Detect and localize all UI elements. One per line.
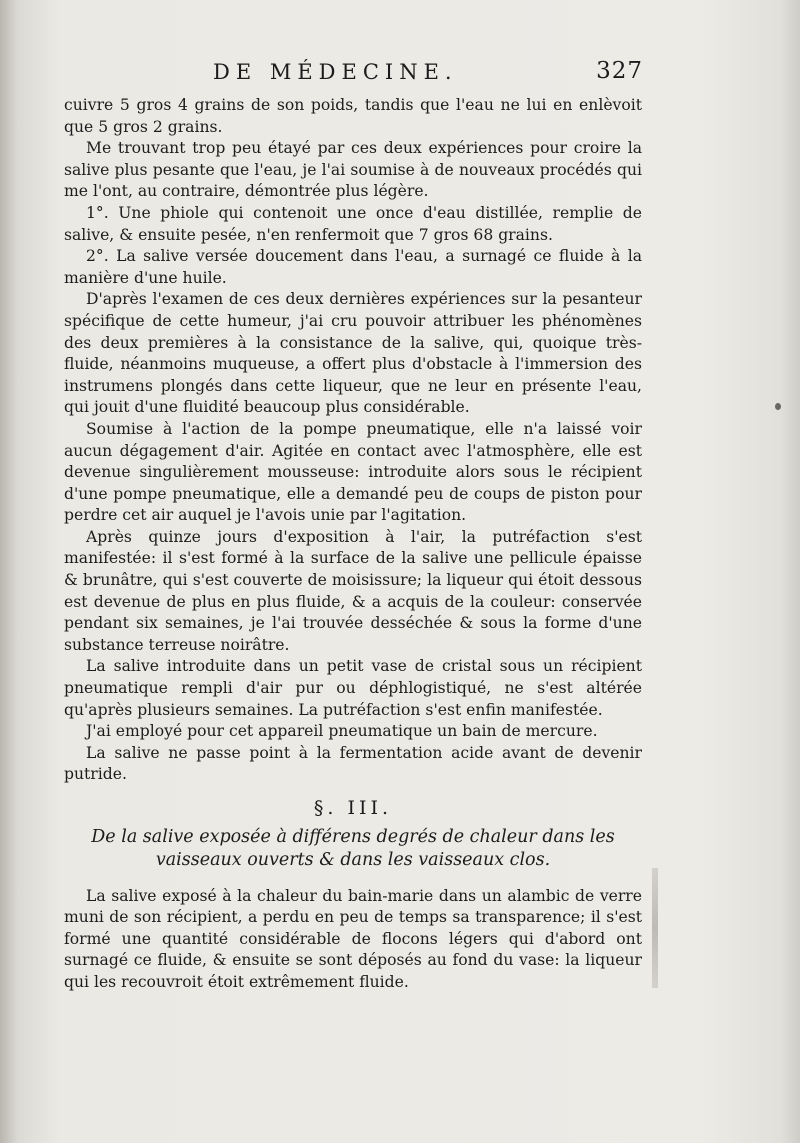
paragraph: La salive introduite dans un petit vase de cristal sous un récipient pneumatique rempli d'air pur ou déphlogistiqué, ne s'est altérée qu'après plusieurs semaines. La putréfaction s'est enfin manifestée. bbox=[64, 657, 642, 719]
section-title: De la salive exposée à différens degrés de chaleur dans les vaisseaux ouverts & dans les vaisseaux clos. bbox=[91, 826, 615, 870]
body-text bbox=[64, 95, 642, 994]
paragraph: cuivre 5 gros 4 grains de son poids, tandis que l'eau ne lui en enlèvoit que 5 gros 2 grains. bbox=[64, 96, 642, 136]
paragraph: Après quinze jours d'exposition à l'air, la putréfaction s'est manifestée: il s'est formé à la surface de la salive une pellicule épaisse & brunâtre, qui s'est couverte de moisissure; la liqueur qui étoit dessous est devenue de plus en plus fluide, & a acquis de la couleur: conservée pendant six semaines, je l'ai trouvée desséchée & sous la forme d'une substance terreuse noirâtre. bbox=[64, 527, 642, 654]
section-number: §. III. bbox=[313, 797, 393, 819]
running-title: DE MÉDECINE. bbox=[213, 60, 458, 84]
page-number: 327 bbox=[596, 58, 643, 84]
paragraph: La salive exposé à la chaleur du bain-marie dans un alambic de verre muni de son récipient, a perdu en peu de temps sa transparence; il s'est formé une quantité considérable de flocons légers qui d'abord ont surnagé ce fluide, & ensuite se sont déposés au fond du vase: la liqueur qui les recouvroit étoit extrêmement fluide. bbox=[64, 886, 642, 991]
paragraph: Soumise à l'action de la pompe pneumatique, elle n'a laissé voir aucun dégagement d'air. Agitée en contact avec l'atmosphère, elle est devenue singulièrement mousseuse: introduite alors sous le récipient d'une pompe pneumatique, elle a demandé peu de coups de piston pour perdre cet air auquel je l'avois unie par l'agitation. bbox=[64, 419, 642, 525]
ink-spot bbox=[775, 403, 781, 410]
paragraph: 2°. La salive versée doucement dans l'eau, a surnagé ce fluide à la manière d'une huile. bbox=[64, 247, 642, 287]
paragraph: J'ai employé pour cet appareil pneumatique un bain de mercure. bbox=[86, 722, 598, 741]
paragraph: Me trouvant trop peu étayé par ces deux expériences pour croire la salive plus pesante que l'eau, je l'ai soumise à de nouveaux procédés qui me l'ont, au contraire, démontrée plus légère. bbox=[64, 139, 642, 201]
paragraph: 1°. Une phiole qui contenoit une once d'eau distillée, remplie de salive, & ensuite pesée, n'en renfermoit que 7 gros 68 grains. bbox=[64, 203, 642, 244]
page-edge-mark bbox=[652, 868, 658, 988]
paragraph: D'après l'examen de ces deux dernières expériences sur la pesanteur spécifique de cette humeur, j'ai cru pouvoir attribuer les phénomènes des deux premières à la consistance de la salive, qui, quoique très-fluide, néanmoins muqueuse, a offert plus d'obstacle à l'immersion des instrumens plongés dans cette liqueur, que ne leur en présente l'eau, qui jouit d'une fluidité beaucoup plus considérable. bbox=[64, 290, 642, 417]
running-head bbox=[213, 60, 643, 90]
paragraph: La salive ne passe point à la fermentation acide avant de devenir putride. bbox=[64, 743, 642, 784]
